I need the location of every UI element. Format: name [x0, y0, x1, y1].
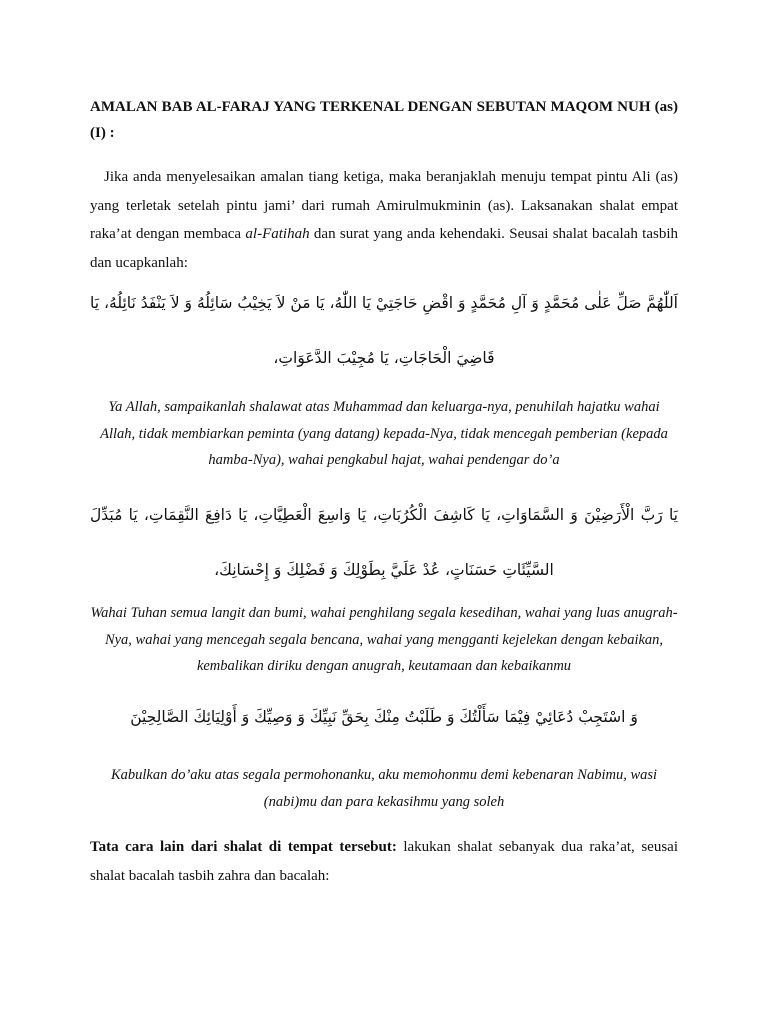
dua-translation-2: Wahai Tuhan semua langit dan bumi, wahai penghilang segala kesedihan, wahai yang luas anugrah-Nya, wahai yang mencegah segala bencana, wahai yang mengganti kejelekan dengan kebaikan, kembalikan diriku dengan anugrah, keutamaan dan kebaikanmu: [90, 605, 678, 674]
intro-paragraph: [90, 163, 678, 277]
closing-lead: Tata cara lain dari shalat di tempat tersebut:: [90, 839, 397, 855]
dua-arabic-3: وَ اسْتَجِبْ دُعَائِيْ فِيْمَا سَأَلْتُكَ وَ طَلَبْتُ مِنْكَ بِحَقِّ نَبِيِّكَ وَ وَصِيِّكَ وَ أَوْلِيَائِكَ الصَّالِحِيْنَ: [130, 708, 638, 726]
dua-arabic-1: اَللّٰهُمَّ صَلِّ عَلٰى مُحَمَّدٍ وَ آلِ مُحَمَّدٍ وَ اقْضِ حَاجَتِيْ يَا اللّٰهُ، يَا مَنْ لاَ يَخِيْبُ سَائِلُهُ وَ لاَ يَنْفَدُ نَائِلُهُ، يَا قَاضِيَ الْحَاجَاتِ، يَا مُجِيْبَ الدَّعَوَاتِ،: [90, 294, 678, 367]
dua-translation-1: Ya Allah, sampaikanlah shalawat atas Muhammad dan keluarga-nya, penuhilah hajatku wahai Allah, tidak membiarkan peminta (yang datang) kepada-Nya, tidak mencegah pemberian (kepada hamba-Nya), wahai pengkabul hajat, wahai pendengar do’a: [100, 399, 668, 468]
closing-paragraph: [90, 833, 678, 890]
intro-text-part1: Jika anda menyelesaikan amalan tiang ketiga, maka beranjaklah menuju tempat pintu Ali (as) yang terletak setelah pintu jami’ dari rumah Amirulmukminin (as). Laksanakan shalat empat raka’at dengan membaca: [90, 169, 678, 242]
intro-italic-term: al-Fatihah: [245, 226, 310, 242]
document-page: [90, 0, 678, 1024]
closing-text: lakukan shalat sebanyak dua raka’at, seusai shalat bacalah tasbih zahra dan bacalah:: [90, 839, 678, 884]
dua-arabic-2: يَا رَبَّ الْأَرَضِيْنَ وَ السَّمَاوَاتِ، يَا كَاشِفَ الْكُرُبَاتِ، يَا وَاسِعَ الْعَطِيَّاتِ، يَا دَافِعَ النَّقِمَاتِ، يَا مُبَدِّلَ السَّيِّئَاتِ حَسَنَاتٍ، عُدْ عَلَيَّ بِطَوْلِكَ وَ فَضْلِكَ وَ إِحْسَانِكَ،: [90, 506, 678, 579]
intro-text-part2: dan surat yang anda kehendaki. Seusai shalat bacalah tasbih dan ucapkanlah:: [90, 226, 678, 271]
page-title: AMALAN BAB AL-FARAJ YANG TERKENAL DENGAN SEBUTAN MAQOM NUH (as) (I) :: [90, 99, 678, 141]
dua-translation-3: Kabulkan do’aku atas segala permohonanku, aku memohonmu demi kebenaran Nabimu, wasi (nabi)mu dan para kekasihmu yang soleh: [110, 767, 658, 810]
